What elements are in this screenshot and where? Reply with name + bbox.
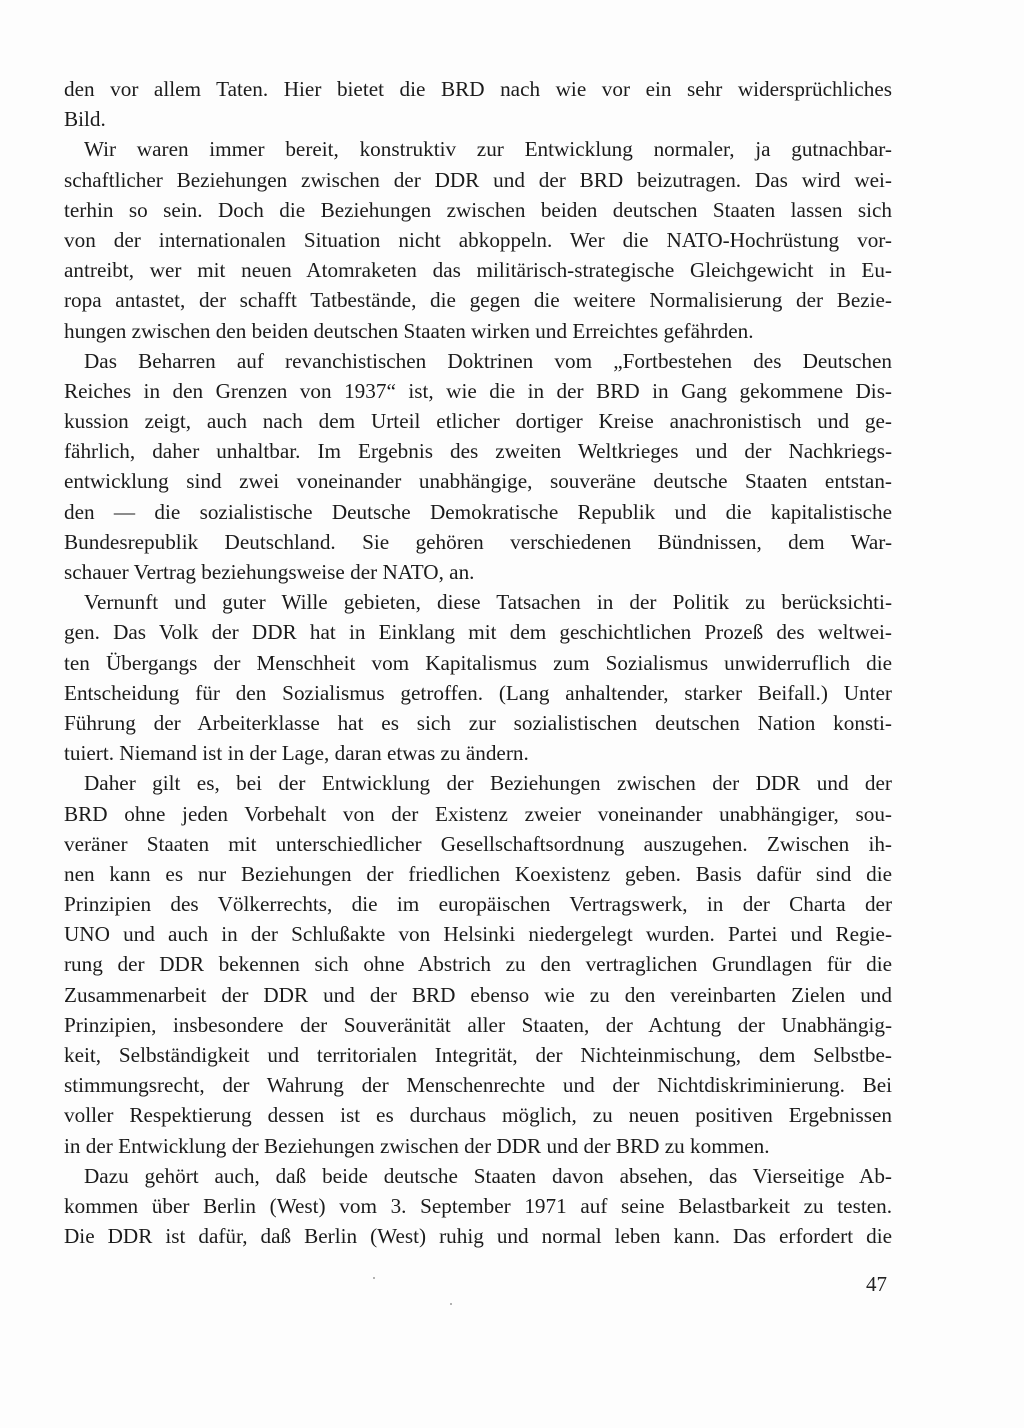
text-line: rung der DDR bekennen sich ohne Abstrich zu den vertraglichen Grundlagen für die [64,952,892,977]
text-line: Bild. [64,107,106,132]
text-line: kommen über Berlin (West) vom 3. September 1971 auf seine Belastbarkeit zu testen. [64,1193,892,1218]
text-line: keit, Selbständigkeit und territorialen Integrität, der Nichteinmischung, dem Selbstbe- [64,1043,892,1067]
text-line: terhin so sein. Doch die Beziehungen zwischen beiden deutschen Staaten lassen sich [64,197,892,222]
text-line: den — die sozialistische Deutsche Demokratische Republik und die kapitalistische [64,499,892,524]
text-line: Reiches in den Grenzen von 1937“ ist, wie die in der BRD in Gang gekommene Dis- [64,378,892,403]
text-line: antreibt, wer mit neuen Atomraketen das militärisch-strategische Gleichgewicht in Eu- [64,258,892,283]
paragraph [64,74,892,134]
text-line: UNO und auch in der Schlußakte von Helsinki niedergelegt wurden. Partei und Regie- [64,922,892,947]
text-line: Prinzipien des Völkerrechts, die im europäischen Vertragswerk, in der Charta der [64,892,892,917]
paragraph [64,134,892,345]
text-line: hungen zwischen den beiden deutschen Staaten wirken und Erreichtes gefährden. [64,318,754,343]
text-line: ropa antastet, der schafft Tatbestände, die gegen die weitere Normalisierung der Bezie- [64,288,892,313]
text-line: schaftlicher Beziehungen zwischen der DDR und der BRD beizutragen. Das wird wei- [64,167,892,192]
scan-speck [450,1303,452,1305]
text-line: fährlich, daher unhaltbar. Im Ergebnis des zweiten Weltkrieges und der Nachkriegs- [64,439,892,464]
text-line: BRD ohne jeden Vorbehalt von der Existenz zweier voneinander unabhängiger, sou- [64,801,892,826]
text-line: Daher gilt es, bei der Entwicklung der Beziehungen zwischen der DDR und der [84,771,892,796]
text-line: Entscheidung für den Sozialismus getroffen. (Lang anhaltender, starker Beifall.) Unter [64,680,892,705]
body-text [64,74,892,1251]
paragraph [64,1161,892,1252]
text-line: Das Beharren auf revanchistischen Doktrinen vom „Fortbestehen des Deutschen [84,348,892,373]
text-line: nen kann es nur Beziehungen der friedlichen Koexistenz geben. Basis dafür sind die [64,861,892,886]
text-line: kussion zeigt, auch nach dem Urteil etlicher dortiger Kreise anachronistisch und ge- [64,409,892,434]
text-line: Bundesrepublik Deutschland. Sie gehören verschiedenen Bündnissen, dem War- [64,529,892,554]
paragraph [64,587,892,768]
text-line: Die DDR ist dafür, daß Berlin (West) ruhig und normal leben kann. Das erfordert die [64,1224,892,1249]
paragraph [64,768,892,1160]
text-line: gen. Das Volk der DDR hat in Einklang mit dem geschichtlichen Prozeß des weltwei- [64,620,892,645]
text-line: Prinzipien, insbesondere der Souveränität aller Staaten, der Achtung der Unabhängig- [64,1012,892,1037]
text-line: voller Respektierung dessen ist es durchaus möglich, zu neuen positiven Ergebnissen [64,1103,892,1128]
text-line: stimmungsrecht, der Wahrung der Menschenrechte und der Nichtdiskriminierung. Bei [64,1073,892,1098]
page-number: 47 [866,1272,887,1296]
text-line: tuiert. Niemand ist in der Lage, daran etwas zu ändern. [64,741,529,766]
text-line: den vor allem Taten. Hier bietet die BRD nach wie vor ein sehr widersprüchliches [64,77,892,101]
text-line: Dazu gehört auch, daß beide deutsche Staaten davon absehen, das Vierseitige Ab- [84,1163,892,1188]
text-line: ten Übergangs der Menschheit vom Kapitalismus zum Sozialismus unwiderruflich die [64,650,892,675]
text-line: veräner Staaten mit unterschiedlicher Gesellschaftsordnung auszugehen. Zwischen ih- [64,831,892,856]
text-line: entwicklung sind zwei voneinander unabhängige, souveräne deutsche Staaten entstan- [64,469,892,494]
scan-speck [373,1277,375,1279]
text-line: Zusammenarbeit der DDR und der BRD ebenso wie zu den vereinbarten Zielen und [64,982,892,1007]
text-line: Wir waren immer bereit, konstruktiv zur Entwicklung normaler, ja gutnachbar- [84,137,892,162]
text-line: Vernunft und guter Wille gebieten, diese Tatsachen in der Politik zu berücksichti- [84,590,892,615]
text-line: von der internationalen Situation nicht abkoppeln. Wer die NATO-Hochrüstung vor- [64,227,892,252]
paragraph [64,346,892,588]
text-line: in der Entwicklung der Beziehungen zwischen der DDR und der BRD zu kommen. [64,1133,770,1158]
text-line: schauer Vertrag beziehungsweise der NATO, an. [64,560,475,584]
text-line: Führung der Arbeiterklasse hat es sich zur sozialistischen deutschen Nation konsti- [64,710,892,735]
